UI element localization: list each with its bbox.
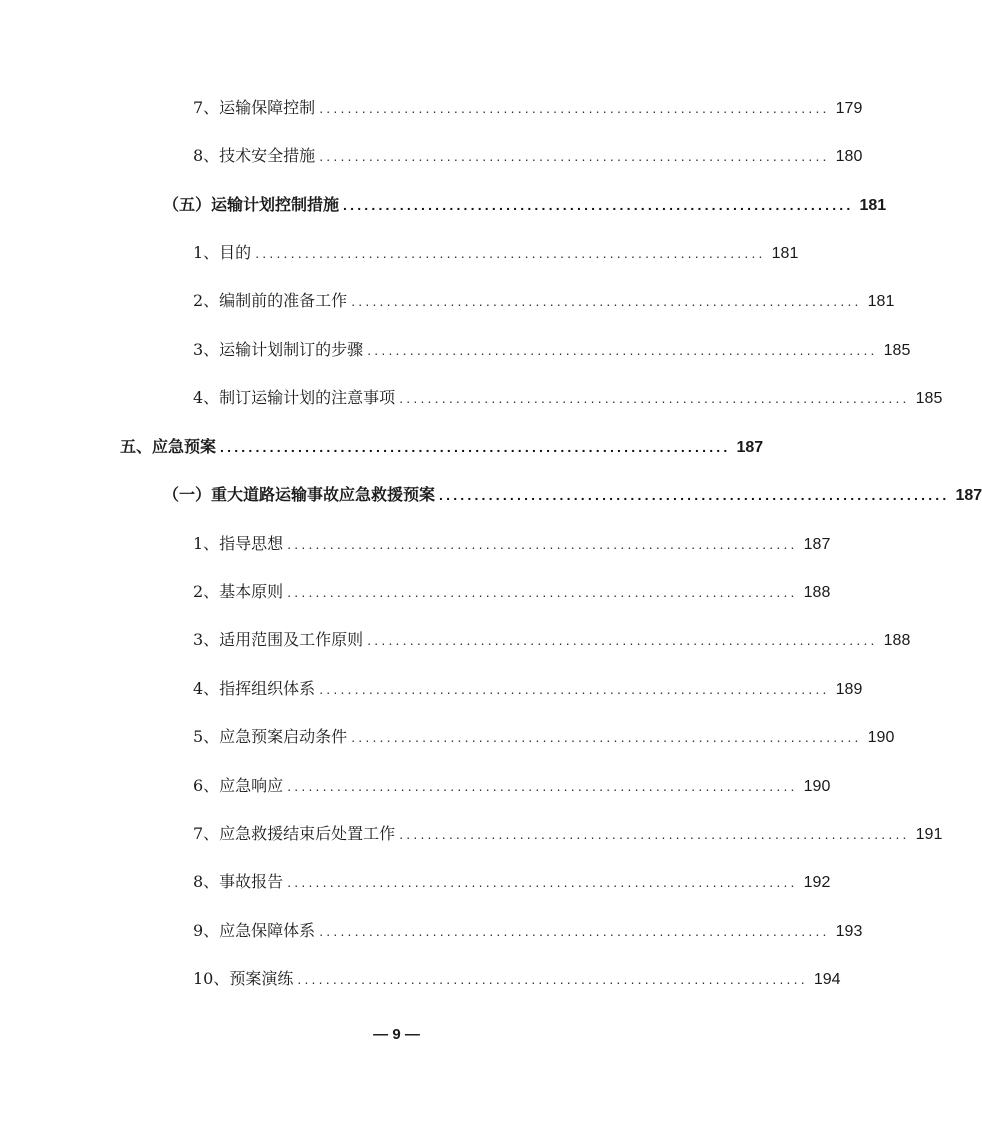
toc-entry-title: 6、应急响应 [193,776,284,795]
dot-leader: ........................................................................ [297,971,808,987]
toc-entry-page: 190 [803,778,831,795]
toc-entry[interactable] [193,677,863,701]
toc-entry-title: 9、应急保障体系 [193,921,316,940]
toc-entry[interactable] [193,822,943,846]
toc-entry[interactable] [193,96,863,120]
toc-entry-page: 181 [771,245,799,262]
toc-entry-page: 188 [883,632,911,649]
toc-entry-page: 193 [835,923,863,940]
toc-entry[interactable] [193,532,831,556]
dot-leader: ........................................................................ [287,778,798,794]
dot-leader: ........................................................................ [351,729,862,745]
toc-entry-title: 5、应急预案启动条件 [193,727,348,746]
toc-entry[interactable] [193,289,895,313]
dot-leader: ........................................................................ [319,681,830,697]
toc-entry-title: 2、编制前的准备工作 [193,291,348,310]
toc-entry-title: 3、运输计划制订的步骤 [193,340,364,359]
toc-entry[interactable] [193,919,863,943]
dot-leader: ........................................................................ [367,632,878,648]
dot-leader: ........................................................................ [319,923,830,939]
toc-entry-page: 185 [883,342,911,359]
dot-leader: ........................................................................ [287,584,798,600]
toc-entry[interactable] [193,338,911,362]
toc-entry-page: 187 [803,536,831,553]
toc-entry-title: 8、事故报告 [193,872,284,891]
dot-leader: ........................................................................ [399,826,910,842]
toc-entry-page: 192 [803,874,831,891]
toc-entry[interactable] [193,580,831,604]
toc-entry-title: 8、技术安全措施 [193,146,316,165]
toc-entry-page: 181 [859,197,887,214]
page-number: — 9 — [373,1026,420,1043]
toc-entry-title: 五、应急预案 [120,437,217,456]
toc-entry-page: 187 [736,439,764,456]
dot-leader: ........................................................................ [343,197,854,213]
toc-entry[interactable] [120,435,764,459]
toc-entry-title: 3、适用范围及工作原则 [193,630,364,649]
toc-entry-page: 180 [835,148,863,165]
toc-entry[interactable] [193,774,831,798]
toc-entry-title: 2、基本原则 [193,582,284,601]
toc-entry[interactable] [193,870,831,894]
toc-entry[interactable] [193,241,799,265]
toc-entry-title: 4、指挥组织体系 [193,679,316,698]
dot-leader: ........................................................................ [220,439,731,455]
dot-leader: ........................................................................ [255,245,766,261]
toc-entry-title: （一）重大道路运输事故应急救援预案 [163,485,436,504]
toc-entry-page: 188 [803,584,831,601]
toc-entry-title: 10、预案演练 [193,969,294,988]
toc-entry-page: 191 [915,826,943,843]
toc-entry-title: （五）运输计划控制措施 [163,195,340,214]
dot-leader: ........................................................................ [367,342,878,358]
toc-entry[interactable] [163,483,982,507]
toc-entry[interactable] [193,386,943,410]
toc-entry[interactable] [193,144,863,168]
toc-entry-page: 190 [867,729,895,746]
dot-leader: ........................................................................ [287,874,798,890]
toc-entry-page: 179 [835,100,863,117]
toc-entry-page: 189 [835,681,863,698]
toc-entry-title: 4、制订运输计划的注意事项 [193,388,396,407]
toc-entry-page: 181 [867,293,895,310]
toc-entry-title: 7、运输保障控制 [193,98,316,117]
toc-entry-page: 187 [955,487,982,504]
toc-entry-title: 7、应急救援结束后处置工作 [193,824,396,843]
toc-entry-page: 185 [915,390,943,407]
toc-entry-page: 194 [813,971,841,988]
dot-leader: ........................................................................ [399,390,910,406]
toc-entry[interactable] [193,725,895,749]
dot-leader: ........................................................................ [319,148,830,164]
toc-entry-title: 1、指导思想 [193,534,284,553]
toc-entry[interactable] [193,967,841,991]
dot-leader: ........................................................................ [439,487,950,503]
toc-entry-title: 1、目的 [193,243,252,262]
dot-leader: ........................................................................ [351,293,862,309]
toc-entry[interactable] [193,628,911,652]
dot-leader: ........................................................................ [287,536,798,552]
toc-entry[interactable] [163,193,887,217]
dot-leader: ........................................................................ [319,100,830,116]
